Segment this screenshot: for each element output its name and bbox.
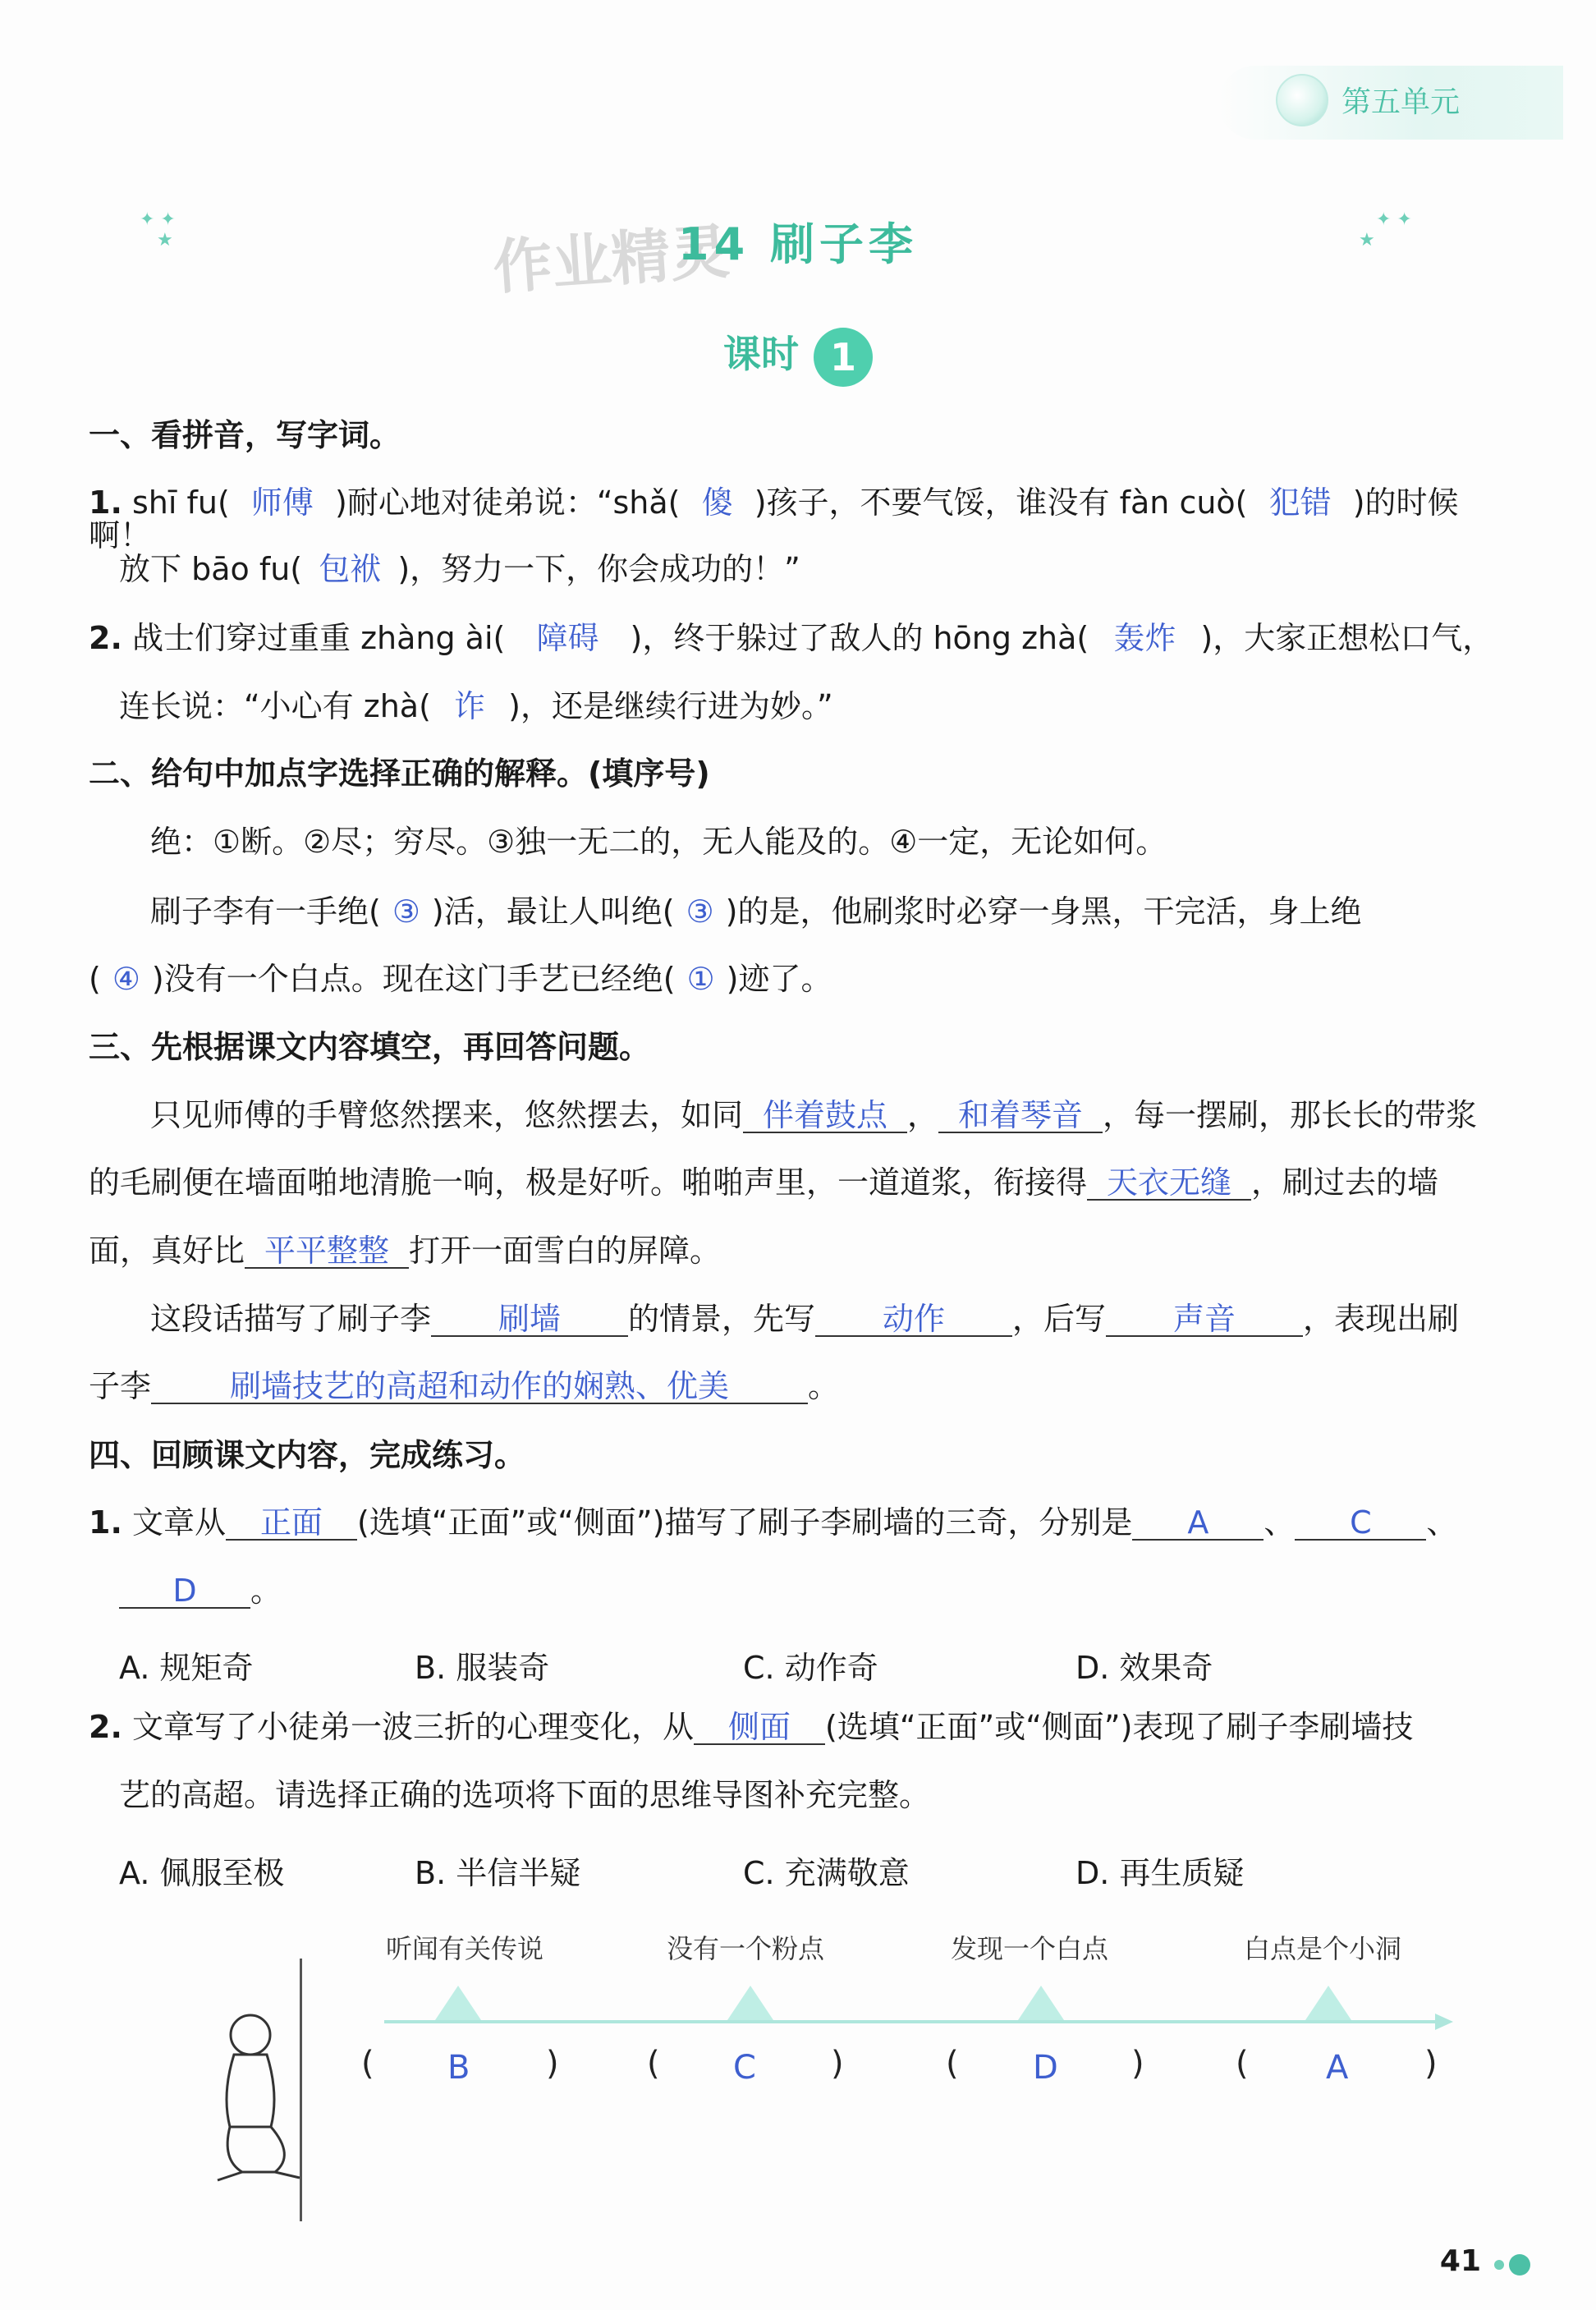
watermark: 作业精灵 — [490, 217, 732, 302]
text: 的情景，先写 — [628, 1301, 816, 1337]
marker-icon — [727, 1986, 773, 2020]
paren-close: ) — [831, 2045, 844, 2083]
option: A. 规矩奇 — [119, 1650, 254, 1686]
s1-q2-line1 — [89, 622, 1507, 654]
text: 放下 bāo fu( — [119, 551, 303, 587]
text: 。 — [250, 1573, 282, 1609]
option: D. 再生质疑 — [1075, 1855, 1245, 1891]
q-number: 1. — [89, 485, 122, 521]
text: 连长说：“小心有 zhà( — [119, 688, 431, 724]
section4-heading: 四、回顾课文内容，完成练习。 — [89, 1437, 526, 1473]
text: 打开一面雪白的屏障。 — [409, 1233, 722, 1269]
mindmap-label: 发现一个白点 — [951, 1933, 1109, 1964]
s2-line1: 刷子李有一手绝( ③ )活，最让人叫绝( ③ )的是，他刷浆时必穿一身黑，干完活，身上绝 — [150, 893, 1362, 930]
option: C. 充满敬意 — [743, 1855, 910, 1891]
blank-answer: 正面 — [226, 1506, 357, 1541]
s1-q1-line1 — [89, 486, 1507, 552]
lesson-title: 14 刷子李 — [678, 218, 918, 270]
dot-icon — [1509, 2254, 1530, 2276]
blank-answer: 伴着鼓点 — [743, 1099, 907, 1133]
mindmap-answer: D — [1033, 2049, 1058, 2087]
option: B. 半信半疑 — [415, 1855, 581, 1891]
option: B. 服装奇 — [415, 1650, 550, 1686]
s1-q1-line2 — [119, 553, 1507, 586]
text: 文章写了小徒弟一波三折的心理变化，从 — [131, 1709, 694, 1745]
paren-open: ( — [647, 2045, 660, 2083]
marker-icon — [435, 1986, 481, 2020]
s1-q2-line2 — [119, 690, 1507, 723]
option: C. 动作奇 — [743, 1650, 878, 1686]
s4-q1-line1 — [89, 1506, 1507, 1541]
mindmap-label: 白点是个小洞 — [1244, 1933, 1402, 1964]
text: 战士们穿过重重 zhàng ài( — [131, 620, 506, 656]
s3-line3 — [89, 1234, 1507, 1269]
blank-answer: 刷墙技艺的高超和动作的娴熟、优美 — [151, 1370, 808, 1404]
s3-line4 — [150, 1302, 1507, 1337]
section3-heading: 三、先根据课文内容填空，再回答问题。 — [89, 1029, 651, 1065]
unit-title: 第五单元 — [1341, 85, 1461, 119]
blank-answer: 和着琴音 — [938, 1099, 1103, 1133]
star-icon: ✦ ✦ ★ — [1359, 209, 1412, 250]
q-number: 2. — [89, 1709, 122, 1745]
blank-answer: D — [119, 1574, 250, 1609]
text: shī fu( — [131, 485, 230, 521]
text: 迹了。 — [738, 961, 832, 997]
paren-close: ) — [1424, 2045, 1438, 2083]
option: A. 佩服至极 — [119, 1855, 285, 1891]
text: ，刷过去的墙 — [1251, 1164, 1439, 1201]
star-icon: ✦ ✦ ★ — [140, 209, 176, 250]
text: )，还是继续行进为妙。” — [508, 688, 833, 724]
text: 刷子李有一手绝 — [150, 893, 369, 930]
blank-answer: 天衣无缝 — [1087, 1166, 1251, 1201]
text: 这段话描写了刷子李 — [150, 1301, 432, 1337]
page-number: 41 — [1439, 2244, 1481, 2278]
s3-line1: 只见师傅的手臂悠然摆来，悠然摆去，如同 伴着鼓点 ， 和着琴音 ，每一摆刷，那长长的带浆 — [150, 1097, 1478, 1133]
text: )的时候啊！ — [89, 485, 1459, 553]
paren-open: ( — [946, 2045, 959, 2083]
mindmap-label: 没有一个粉点 — [667, 1933, 825, 1964]
marker-icon — [1018, 1986, 1064, 2020]
blank-answer: A — [1132, 1506, 1264, 1541]
mindmap-answer: C — [733, 2049, 756, 2087]
answer: ③ — [686, 893, 714, 930]
q-number: 2. — [89, 620, 122, 656]
answer: 犯错 — [1268, 485, 1332, 521]
s2-line2: ( ④ )没有一个白点。现在这门手艺已经绝( ① )迹了。 — [89, 961, 832, 997]
s3-line2 — [89, 1166, 1507, 1201]
ball-icon — [1276, 74, 1328, 126]
answer: 傻 — [701, 485, 733, 521]
s3-line5 — [89, 1370, 1507, 1404]
text: 活，最让人叫绝 — [443, 893, 663, 930]
text: ，表现出刷 — [1303, 1301, 1460, 1337]
session-header — [0, 324, 1596, 387]
mindmap-label: 听闻有关传说 — [386, 1933, 544, 1964]
section1-heading: 一、看拼音，写字词。 — [89, 417, 401, 453]
text: 面，真好比 — [89, 1233, 245, 1269]
text: )孩子，不要气馁，谁没有 fàn cuò( — [754, 485, 1248, 521]
answer: 包袱 — [319, 551, 382, 587]
text: 子李 — [89, 1368, 152, 1404]
paren-open: ( — [1236, 2045, 1249, 2083]
text: 只见师傅的手臂悠然摆来，悠然摆去，如同 — [150, 1097, 744, 1133]
definition-line: 绝：①断。②尽；穷尽。③独一无二的，无人能及的。④一定，无论如何。 — [150, 824, 1167, 860]
s4-q2-line1 — [89, 1711, 1507, 1745]
blank-answer: 刷墙 — [431, 1302, 628, 1337]
text: 的毛刷便在墙面啪地清脆一响，极是好听。啪啪声里，一道道浆，衔接得 — [89, 1164, 1088, 1201]
text: )，努力一下，你会成功的！” — [397, 551, 800, 587]
text: 文章从 — [131, 1504, 226, 1541]
text: (选填“正面”或“侧面”)描写了刷子李刷墙的三奇，分别是 — [357, 1504, 1133, 1541]
s4-q1-line2 — [119, 1574, 1507, 1609]
answer: ① — [686, 961, 715, 997]
answer: 障碍 — [536, 620, 599, 656]
timeline-line — [384, 2020, 1443, 2023]
section2-heading: 二、给句中加点字选择正确的解释。(填序号) — [89, 755, 710, 792]
text: (选填“正面”或“侧面”)表现了刷子李刷墙技 — [825, 1709, 1414, 1745]
blank-answer: 侧面 — [694, 1711, 825, 1745]
text: 没有一个白点。现在这门手艺已经绝 — [163, 961, 663, 997]
text: )，大家正想松口气， — [1200, 620, 1494, 656]
mindmap-answer: B — [447, 2049, 470, 2087]
answer: 轰炸 — [1113, 620, 1176, 656]
text: 。 — [808, 1368, 840, 1404]
blank-answer: 平平整整 — [245, 1234, 409, 1269]
text: ，每一摆刷，那长长的带浆 — [1103, 1097, 1478, 1133]
text: 、 — [1426, 1504, 1458, 1541]
option: D. 效果奇 — [1075, 1650, 1213, 1686]
paren-close: ) — [1131, 2045, 1144, 2083]
session-number: 1 — [814, 328, 873, 387]
session-label: 课时 — [723, 332, 799, 376]
blank-answer: 声音 — [1106, 1302, 1303, 1337]
text: 、 — [1264, 1504, 1296, 1541]
answer: ④ — [112, 961, 140, 997]
dot-icon — [1494, 2260, 1504, 2270]
apprentice-illustration — [197, 2004, 345, 2193]
text: ，后写 — [1012, 1301, 1107, 1337]
text: )，终于躲过了敌人的 hōng zhà( — [630, 620, 1089, 656]
paren-open: ( — [361, 2045, 374, 2083]
arrow-icon — [1435, 2014, 1453, 2030]
mindmap-answer: A — [1326, 2049, 1349, 2087]
blank-answer: 动作 — [815, 1302, 1012, 1337]
blank-answer: C — [1295, 1506, 1426, 1541]
marker-icon — [1305, 1986, 1351, 2020]
answer: ③ — [392, 893, 420, 930]
unit-banner — [1218, 66, 1563, 140]
q-number: 1. — [89, 1504, 122, 1541]
paren-close: ) — [546, 2045, 559, 2083]
text: 的是，他刷浆时必穿一身黑，干完活，身上绝 — [737, 893, 1362, 930]
text: )耐心地对徒弟说：“shǎ( — [335, 485, 681, 521]
s4-q2-line2: 艺的高超。请选择正确的选项将下面的思维导图补充完整。 — [119, 1777, 931, 1813]
answer: 师傅 — [250, 485, 314, 521]
answer: 诈 — [454, 688, 486, 724]
